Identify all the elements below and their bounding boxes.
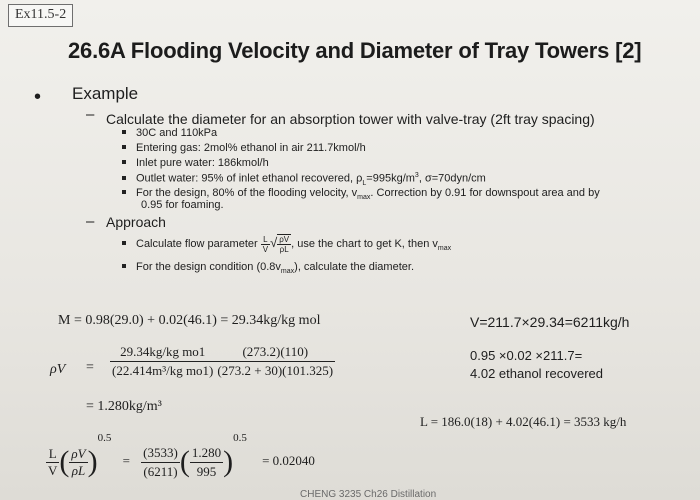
footer-text: CHENG 3235 Ch26 Distillation bbox=[300, 489, 437, 500]
condition-3: Inlet pure water: 186kmol/h bbox=[122, 157, 269, 169]
square-bullet-icon bbox=[122, 241, 126, 245]
condition-5-line2: 0.95 for foaming. bbox=[141, 199, 224, 211]
square-bullet-icon bbox=[122, 130, 126, 134]
liquid-flow-eq: L = 186.0(18) + 4.02(46.1) = 3533 kg/h bbox=[420, 414, 627, 429]
example-heading: Example bbox=[72, 84, 139, 103]
gas-density-result: = 1.280kg/m³ bbox=[86, 399, 162, 414]
gas-flow-eq: V=211.7×29.34=6211kg/h bbox=[470, 314, 630, 330]
task-text: Calculate the diameter for an absorption tower with valve-tray (2ft tray spacing) bbox=[106, 111, 595, 127]
approach-step-1: Calculate flow parameter $\frac{L}{V}$ √ $\frac{\rho V}{\rho L}$ , use the chart to get K, then $v_{max}$ bbox=[122, 234, 451, 254]
equals-sign: = bbox=[86, 360, 94, 375]
bullet-dot-icon: • bbox=[34, 86, 42, 108]
approach-label: Approach bbox=[106, 214, 166, 230]
approach-step-2: For the design condition $(0.8v_{max})$, calculate the diameter. bbox=[122, 261, 414, 275]
flow-parameter-sqrt: $\frac{\rho V}{\rho L}$ bbox=[279, 235, 290, 254]
condition-2: Entering gas: 2mol% ethanol in air 211.7kmol/h bbox=[122, 142, 366, 154]
dash-icon: – bbox=[86, 213, 95, 230]
slide-title: 26.6A Flooding Velocity and Diameter of Tray Towers [2] bbox=[68, 38, 642, 63]
example-tag: Ex11.5-2 bbox=[8, 4, 73, 27]
square-bullet-icon bbox=[122, 160, 126, 164]
flow-parameter-eq: $\frac{L}{V}$ ( $\frac{\rho V}{\rho L}$ )$^{0.5}$ = $\frac{(3533)}{(6211)}$ ( $\frac{1.280}{995}$ )$^{0.5}$ = 0.02040 bbox=[48, 432, 315, 479]
ethanol-calc-line1: 0.95 ×0.02 ×211.7= bbox=[470, 348, 583, 363]
square-bullet-icon bbox=[122, 190, 126, 194]
rho-v-symbol: ρV bbox=[50, 362, 66, 377]
dash-icon: – bbox=[86, 106, 95, 123]
square-bullet-icon bbox=[122, 176, 126, 180]
ethanol-calc-line2: 4.02 ethanol recovered bbox=[470, 366, 603, 381]
square-bullet-icon bbox=[122, 264, 126, 268]
condition-4: Outlet water: 95% of inlet ethanol recovered, $\rho_L=995kg/m^3$, σ=70dyn/cm bbox=[122, 172, 486, 187]
square-bullet-icon bbox=[122, 145, 126, 149]
condition-5: For the design, 80% of the flooding velocity, $v_{max}$. Correction by 0.91 for downspout area and by bbox=[122, 187, 600, 201]
flow-parameter-fraction: $\frac{L}{V}$ bbox=[262, 234, 269, 254]
molecular-weight-eq: M = 0.98(29.0) + 0.02(46.1) = 29.34kg/kg mol bbox=[58, 313, 321, 328]
condition-1: 30C and 110kPa bbox=[122, 127, 217, 139]
gas-density-eq: $\frac{\text{29.34kg/kg mo1}}{\text{(22.414m³/kg mo1)}}$ $\frac{(273.2)(110)}{(273.2 + 30)(101.325)}$ bbox=[112, 344, 334, 378]
